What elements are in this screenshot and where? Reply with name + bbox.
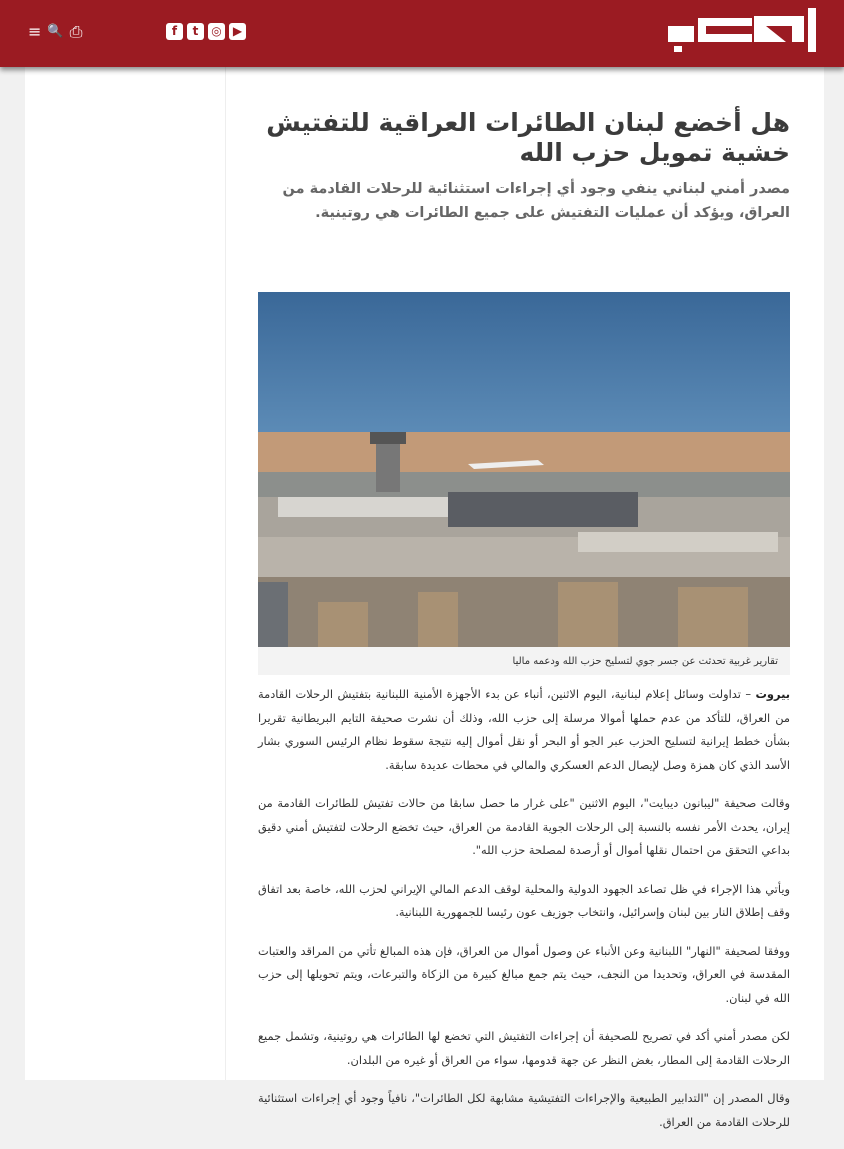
youtube-icon[interactable]: ▶ — [229, 23, 246, 40]
search-icon[interactable]: 🔍 — [47, 24, 64, 39]
paragraph: وقال المصدر إن "التدابير الطبيعية والإجراءات التفتيشية مشابهة لكل الطائرات"، نافياً وجود أي إجراءات استثنائية للرحلات القادمة من العراق. — [258, 1091, 790, 1129]
article-image[interactable] — [258, 292, 790, 647]
sidebar-divider — [225, 67, 226, 1080]
instagram-icon[interactable]: ◎ — [208, 23, 225, 40]
article-body — [258, 683, 790, 1149]
image-caption: تقارير غربية تحدثت عن جسر جوي لتسليح حزب الله ودعمه ماليا — [258, 647, 790, 675]
paragraph: وقالت صحيفة "ليبانون ديبايت"، اليوم الاثنين "على غرار ما حصل سابقا من حالات تفتيش للطائرات القادمة من إيران، يحدث الأمر نفسه بالنسبة إلى الرحلات الجوية القادمة من العراق، حيث تخضع الرحلات لتفتيش أمني دقيق بداعي التحقق من احتمال نقلها أموال أو أرصدة لمصلحة حزب الله". — [258, 796, 790, 857]
article-subtitle: مصدر أمني لبناني ينفي وجود أي إجراءات استثنائية للرحلات القادمة من العراق، ويؤكد أن عمليات التفتيش على جميع الطائرات هي روتينية. — [282, 181, 790, 221]
article-title: هل أخضع لبنان الطائرات العراقية للتفتيش خشية تمويل حزب الله — [266, 108, 790, 167]
facebook-icon[interactable]: f — [166, 23, 183, 40]
paragraph: ووفقا لصحيفة "النهار" اللبنانية وعن الأنباء عن وصول أموال من العراق، فإن هذه المبالغ تأتي من المراقد والعتبات المقدسة في العراق، وتحديدا من النجف، حيث يتم جمع مبالغ كبيرة من الزكاة والتبرعات، ويتم تحويلها إلى حزب الله في لبنان. — [258, 943, 790, 1005]
pdf-icon[interactable]: ⎙ — [69, 22, 83, 41]
twitter-icon[interactable]: t — [187, 23, 204, 40]
paragraph — [258, 683, 790, 777]
paragraph: لكن مصدر أمني أكد في تصريح للصحيفة أن إجراءات التفتيش التي تخضع لها الطائرات هي روتينية، وتشمل جميع الرحلات القادمة إلى المطار، بغض النظر عن جهة قدومها، سواء من العراق أو غيره من البلدان. — [258, 1029, 790, 1067]
article-header — [258, 100, 790, 225]
site-header — [0, 0, 844, 67]
site-logo[interactable] — [668, 8, 818, 54]
dateline: بيروت — [755, 687, 790, 701]
paragraph-text: – تداولت وسائل إعلام لبنانية، اليوم الاثنين، أنباء عن بدء الأجهزة الأمنية اللبنانية بتفتيش الرحلات القادمة من العراق، للتأكد من عدم حملها أموالا مرسلة إلى حزب الله، وذلك أن نشرت صحيفة التايم البريطانية تقريرا بشأن خطط إيرانية لتسليح الحزب عبر الجو أو البحر أو نقل أموال إليه نتيجة سقوط نظام الرئيس السوري بشار الأسد الذي كان همزة وصل لإيصال الدعم العسكري والمالي في محطات عديدة سابقة. — [258, 687, 790, 772]
paragraph: ويأتي هذا الإجراء في ظل تصاعد الجهود الدولية والمحلية لوقف الدعم المالي الإيراني لحزب الله، خاصة بعد اتفاق وقف إطلاق النار بين لبنان وإسرائيل، وانتخاب جوزيف عون رئيسا للجمهورية اللبنانية. — [258, 881, 790, 919]
menu-icon[interactable]: ≡ — [28, 22, 42, 41]
